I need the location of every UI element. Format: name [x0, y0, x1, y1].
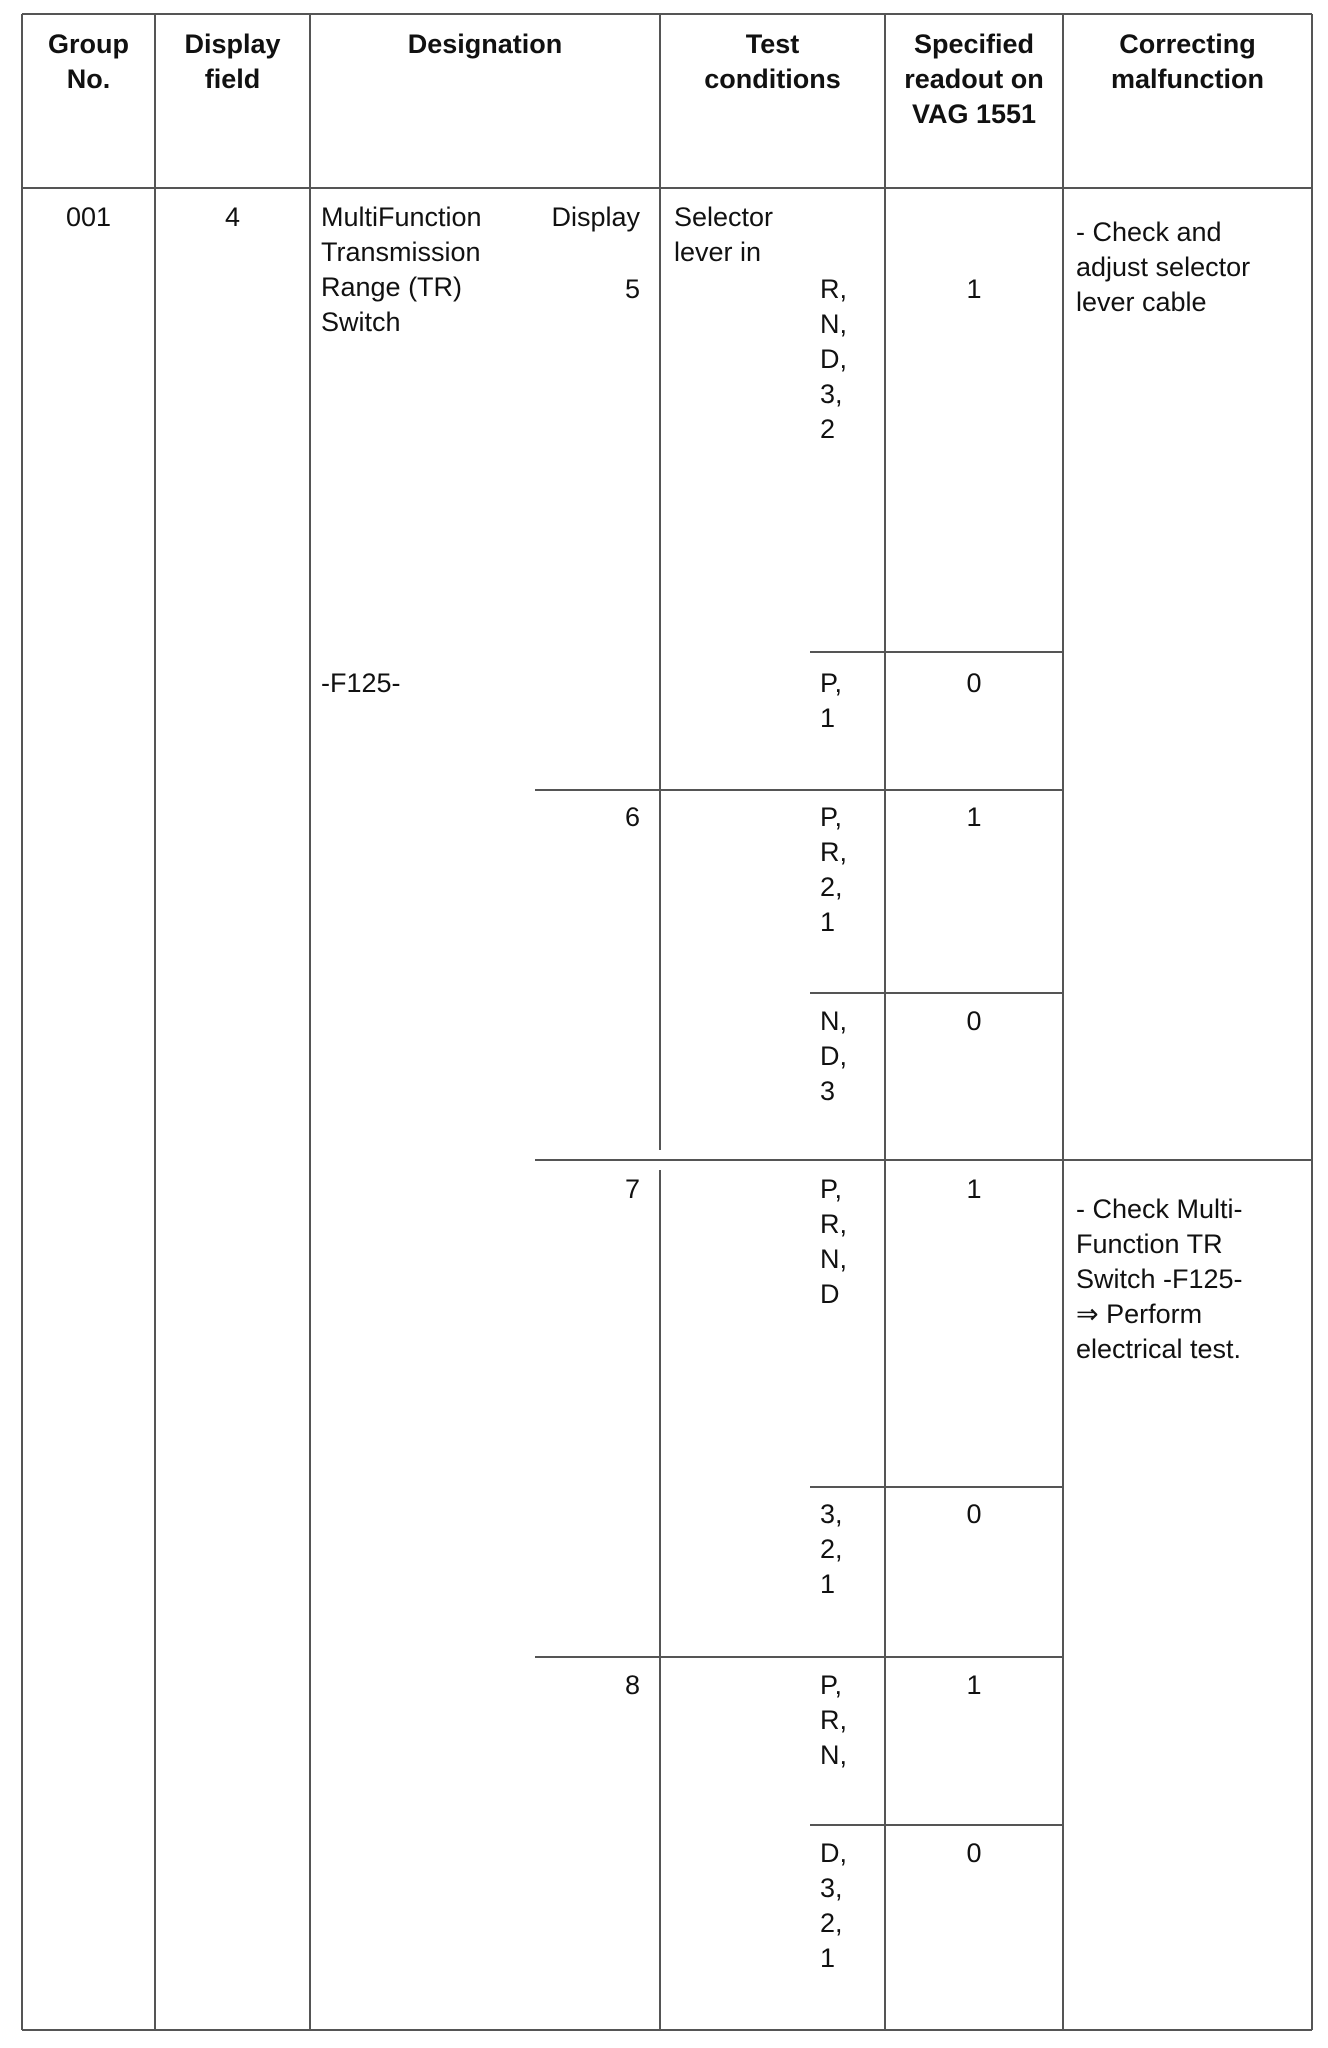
specified-readout: 1 [966, 274, 982, 304]
selector-positions: D, 3, 2, 1 [820, 1838, 847, 1973]
header-specified-readout: Specified readout on VAG 1551 [904, 29, 1044, 129]
specified-readout: 0 [966, 1006, 982, 1036]
selector-positions: R, N, D, 3, 2 [820, 274, 847, 444]
specified-readout: 0 [966, 668, 982, 698]
correcting-note-selector-cable: - Check and adjust selector lever cable [1076, 217, 1251, 317]
selector-positions: 3, 2, 1 [820, 1499, 843, 1599]
header-correcting-malfunction: Correcting malfunction [1111, 29, 1264, 94]
display-number: 5 [624, 274, 640, 304]
group-number: 001 [65, 202, 112, 232]
specified-readout: 0 [966, 1499, 982, 1529]
specified-readout: 0 [966, 1838, 982, 1868]
specified-readout: 1 [966, 1174, 982, 1204]
display-number: 7 [624, 1174, 640, 1204]
display-label: Display [551, 202, 640, 232]
display-field-number: 4 [224, 202, 241, 232]
designation-name: MultiFunction Transmission Range (TR) Switch [321, 202, 482, 337]
selector-positions: P, R, N, D [820, 1174, 847, 1309]
header-group-no: Group No. [48, 29, 129, 94]
specified-readout: 1 [966, 802, 982, 832]
selector-lever-label: Selector lever in [674, 202, 774, 267]
header-display-field: Display field [184, 29, 281, 94]
selector-positions: P, R, 2, 1 [820, 802, 847, 937]
header-designation: Designation [407, 29, 563, 59]
specified-readout: 1 [966, 1670, 982, 1700]
designation-code: -F125- [321, 668, 401, 698]
display-number: 8 [624, 1670, 640, 1700]
selector-positions: N, D, 3 [820, 1006, 847, 1106]
correcting-note-tr-switch: - Check Multi- Function TR Switch -F125- ⇒ Perform electrical test. [1076, 1194, 1243, 1364]
selector-positions: P, R, N, [820, 1670, 847, 1770]
selector-positions: P, 1 [820, 668, 843, 733]
display-number: 6 [624, 802, 640, 832]
header-test-conditions: Test conditions [704, 29, 841, 94]
